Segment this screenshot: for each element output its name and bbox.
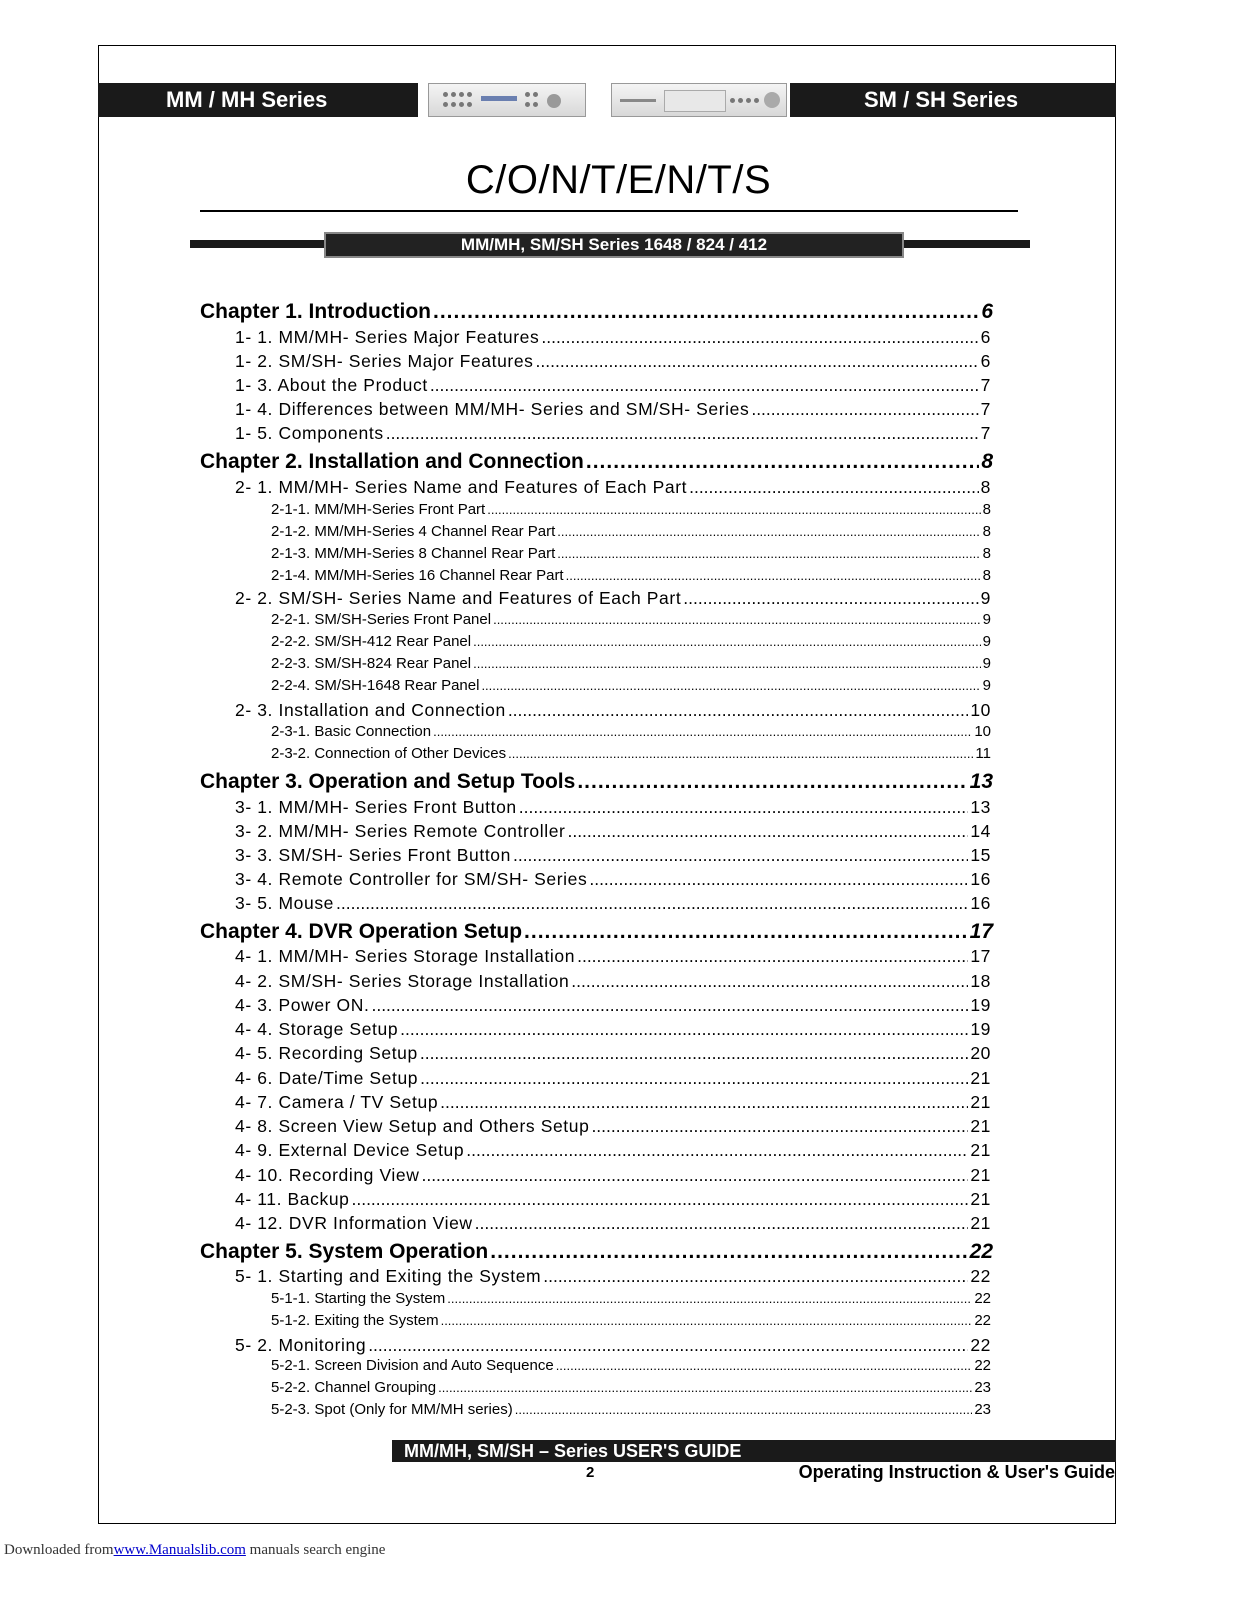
toc-section-entry[interactable] xyxy=(235,1335,991,1357)
toc-section-entry[interactable] xyxy=(235,845,991,867)
toc-dot-leader xyxy=(508,700,969,721)
toc-dot-leader xyxy=(487,501,980,518)
toc-entry-page: 22 xyxy=(969,1240,993,1263)
toc-entry-label: 3- 3. SM/SH- Series Front Button xyxy=(235,845,511,865)
toc-entry-page: 14 xyxy=(970,821,991,841)
toc-entry-page: 23 xyxy=(974,1379,991,1396)
toc-entry-label: 4- 3. Power ON. xyxy=(235,995,370,1015)
toc-section-entry[interactable] xyxy=(235,893,991,915)
toc-entry-label: 3- 1. MM/MH- Series Front Button xyxy=(235,797,517,817)
header-band xyxy=(98,83,1116,117)
toc-sub-entry[interactable] xyxy=(271,1357,991,1377)
toc-dot-leader xyxy=(420,1043,968,1064)
toc-entry-page: 9 xyxy=(982,655,991,672)
toc-entry-page: 7 xyxy=(980,375,991,395)
toc-entry-label: 1- 5. Components xyxy=(235,423,384,443)
toc-entry-label: 4- 12. DVR Information View xyxy=(235,1213,473,1233)
toc-sub-entry[interactable] xyxy=(271,567,991,587)
toc-entry-label: 4- 8. Screen View Setup and Others Setup xyxy=(235,1116,590,1136)
toc-entry-label: 2-2-2. SM/SH-412 Rear Panel xyxy=(271,633,472,650)
toc-dot-leader xyxy=(441,1312,973,1329)
toc-sub-entry[interactable] xyxy=(271,1379,991,1399)
toc-dot-leader xyxy=(541,327,978,348)
toc-dot-leader xyxy=(475,1213,969,1234)
dvr-front-panel-image xyxy=(611,83,787,117)
toc-dot-leader xyxy=(473,655,981,672)
toc-entry-page: 21 xyxy=(970,1116,991,1136)
toc-sub-entry[interactable] xyxy=(271,745,991,765)
toc-section-entry[interactable] xyxy=(235,1189,991,1211)
toc-dot-leader xyxy=(689,477,979,498)
toc-entry-page: 7 xyxy=(980,423,991,443)
toc-entry-label: 4- 5. Recording Setup xyxy=(235,1043,418,1063)
toc-entry-label: 4- 1. MM/MH- Series Storage Installation xyxy=(235,946,576,966)
toc-entry-label: 2- 1. MM/MH- Series Name and Features of Each Part xyxy=(235,477,688,497)
toc-section-entry[interactable] xyxy=(235,797,991,819)
toc-dot-leader xyxy=(371,995,968,1016)
toc-dot-leader xyxy=(586,450,979,474)
manualslib-link[interactable]: www.Manualslib.com xyxy=(113,1542,246,1558)
toc-entry-page: 6 xyxy=(980,327,991,347)
toc-entry-label: 5- 2. Monitoring xyxy=(235,1335,367,1355)
toc-dot-leader xyxy=(519,797,969,818)
toc-entry-page: 21 xyxy=(970,1092,991,1112)
toc-entry-label: 4- 11. Backup xyxy=(235,1189,350,1209)
toc-entry-label: Chapter 1. Introduction xyxy=(200,300,431,323)
toc-entry-page: 9 xyxy=(982,633,991,650)
toc-section-entry[interactable] xyxy=(235,869,991,891)
toc-entry-page: 22 xyxy=(974,1290,991,1307)
toc-entry-page: 7 xyxy=(980,399,991,419)
download-note-suffix: manuals search engine xyxy=(245,1542,386,1558)
toc-entry-page: 10 xyxy=(970,700,991,720)
toc-entry-label: 2-3-1. Basic Connection xyxy=(271,723,432,740)
toc-dot-leader xyxy=(515,1401,973,1418)
toc-entry-page: 20 xyxy=(970,1043,991,1063)
toc-entry-page: 22 xyxy=(974,1357,991,1374)
toc-sub-entry[interactable] xyxy=(271,723,991,743)
toc-sub-entry[interactable] xyxy=(271,677,991,697)
toc-sub-entry[interactable] xyxy=(271,611,991,631)
toc-section-entry[interactable] xyxy=(235,1165,991,1187)
page-number: 2 xyxy=(586,1464,595,1481)
toc-sub-entry[interactable] xyxy=(271,523,991,543)
toc-dot-leader xyxy=(400,1019,968,1040)
toc-dot-leader xyxy=(420,1068,968,1089)
toc-entry-label: 5-2-2. Channel Grouping xyxy=(271,1379,437,1396)
toc-chapter-entry[interactable] xyxy=(200,770,993,796)
toc-entry-page: 15 xyxy=(970,845,991,865)
toc-entry-page: 10 xyxy=(974,723,991,740)
header-right-label: SM / SH Series xyxy=(790,83,1116,117)
dvr-front-panel-image xyxy=(428,83,586,117)
toc-entry-label: 2-3-2. Connection of Other Devices xyxy=(271,745,507,762)
toc-dot-leader xyxy=(751,399,978,420)
toc-chapter-entry[interactable] xyxy=(200,300,993,326)
toc-entry-page: 22 xyxy=(970,1335,991,1355)
toc-entry-page: 13 xyxy=(969,770,993,793)
toc-entry-label: 2-2-3. SM/SH-824 Rear Panel xyxy=(271,655,472,672)
toc-entry-page: 21 xyxy=(970,1189,991,1209)
download-note xyxy=(4,1542,385,1559)
toc-entry-label: 4- 9. External Device Setup xyxy=(235,1140,465,1160)
toc-entry-label: 4- 6. Date/Time Setup xyxy=(235,1068,419,1088)
toc-entry-page: 6 xyxy=(980,351,991,371)
toc-entry-page: 19 xyxy=(970,995,991,1015)
toc-sub-entry[interactable] xyxy=(271,545,991,565)
toc-section-entry[interactable] xyxy=(235,1068,991,1090)
toc-entry-label: 1- 4. Differences between MM/MH- Series and SM/SH- Series xyxy=(235,399,750,419)
toc-entry-label: 2-2-4. SM/SH-1648 Rear Panel xyxy=(271,677,480,694)
page-title: C/O/N/T/E/N/T/S xyxy=(465,158,772,202)
toc-entry-label: Chapter 2. Installation and Connection xyxy=(200,450,584,473)
toc-dot-leader xyxy=(481,677,980,694)
toc-entry-label: 2-1-1. MM/MH-Series Front Part xyxy=(271,501,486,518)
toc-dot-leader xyxy=(524,920,968,944)
toc-section-entry[interactable] xyxy=(235,700,991,722)
toc-dot-leader xyxy=(336,893,968,914)
toc-entry-page: 8 xyxy=(982,523,991,540)
toc-entry-label: 1- 3. About the Product xyxy=(235,375,428,395)
toc-entry-page: 21 xyxy=(970,1068,991,1088)
toc-sub-entry[interactable] xyxy=(271,1290,991,1310)
series-bar: MM/MH, SM/SH Series 1648 / 824 / 412 xyxy=(324,232,904,258)
toc-dot-leader xyxy=(466,1140,968,1161)
toc-dot-leader xyxy=(351,1189,968,1210)
toc-sub-entry[interactable] xyxy=(271,633,991,653)
toc-dot-leader xyxy=(440,1092,968,1113)
toc-entry-page: 13 xyxy=(970,797,991,817)
toc-dot-leader xyxy=(490,1240,967,1264)
toc-section-entry[interactable] xyxy=(235,351,991,373)
toc-entry-page: 16 xyxy=(970,893,991,913)
toc-entry-page: 6 xyxy=(981,300,993,323)
toc-entry-label: 3- 5. Mouse xyxy=(235,893,335,913)
toc-dot-leader xyxy=(556,1357,973,1374)
toc-chapter-entry[interactable] xyxy=(200,920,993,946)
toc-dot-leader xyxy=(433,300,979,324)
toc-entry-page: 8 xyxy=(982,501,991,518)
toc-dot-leader xyxy=(536,351,979,372)
toc-section-entry[interactable] xyxy=(235,327,991,349)
toc-dot-leader xyxy=(577,946,968,967)
toc-entry-page: 19 xyxy=(970,1019,991,1039)
toc-entry-label: 5- 1. Starting and Exiting the System xyxy=(235,1266,542,1286)
toc-entry-label: Chapter 5. System Operation xyxy=(200,1240,489,1263)
toc-entry-page: 8 xyxy=(981,450,993,473)
toc-entry-label: 5-1-1. Starting the System xyxy=(271,1290,446,1307)
toc-dot-leader xyxy=(571,971,968,992)
toc-section-entry[interactable] xyxy=(235,588,991,610)
toc-section-entry[interactable] xyxy=(235,375,991,397)
toc-entry-label: 5-2-3. Spot (Only for MM/MH series) xyxy=(271,1401,513,1418)
header-left-label: MM / MH Series xyxy=(98,83,418,117)
toc-entry-page: 21 xyxy=(970,1165,991,1185)
toc-section-entry[interactable] xyxy=(235,946,991,968)
toc-entry-label: 2-2-1. SM/SH-Series Front Panel xyxy=(271,611,492,628)
toc-sub-entry[interactable] xyxy=(271,655,991,675)
toc-entry-page: 18 xyxy=(970,971,991,991)
toc-entry-label: 4- 2. SM/SH- Series Storage Installation xyxy=(235,971,570,991)
toc-entry-label: 2- 3. Installation and Connection xyxy=(235,700,506,720)
toc-entry-page: 11 xyxy=(975,745,991,762)
toc-section-entry[interactable] xyxy=(235,399,991,421)
toc-section-entry[interactable] xyxy=(235,1043,991,1065)
toc-dot-leader xyxy=(430,375,979,396)
toc-entry-label: Chapter 4. DVR Operation Setup xyxy=(200,920,523,943)
title-divider xyxy=(200,210,1018,212)
toc-chapter-entry[interactable] xyxy=(200,1240,993,1266)
toc-entry-page: 9 xyxy=(982,611,991,628)
toc-dot-leader xyxy=(591,1116,968,1137)
toc-entry-page: 8 xyxy=(982,545,991,562)
toc-dot-leader xyxy=(508,745,973,762)
toc-entry-label: 4- 7. Camera / TV Setup xyxy=(235,1092,439,1112)
toc-entry-label: 1- 1. MM/MH- Series Major Features xyxy=(235,327,540,347)
toc-entry-page: 23 xyxy=(974,1401,991,1418)
toc-section-entry[interactable] xyxy=(235,971,991,993)
toc-dot-leader xyxy=(438,1379,972,1396)
toc-entry-page: 22 xyxy=(970,1266,991,1286)
toc-dot-leader xyxy=(557,545,980,562)
toc-dot-leader xyxy=(683,588,978,609)
toc-dot-leader xyxy=(421,1165,968,1186)
toc-entry-label: 4- 4. Storage Setup xyxy=(235,1019,399,1039)
toc-dot-leader xyxy=(447,1290,972,1307)
toc-section-entry[interactable] xyxy=(235,1092,991,1114)
toc-section-entry[interactable] xyxy=(235,1266,991,1288)
toc-entry-page: 21 xyxy=(970,1213,991,1233)
toc-dot-leader xyxy=(577,770,967,794)
toc-entry-label: Chapter 3. Operation and Setup Tools xyxy=(200,770,576,793)
toc-dot-leader xyxy=(513,845,968,866)
toc-entry-label: 1- 2. SM/SH- Series Major Features xyxy=(235,351,534,371)
toc-entry-label: 3- 4. Remote Controller for SM/SH- Series xyxy=(235,869,588,889)
download-note-prefix: Downloaded from xyxy=(4,1542,114,1558)
toc-dot-leader xyxy=(368,1335,968,1356)
toc-dot-leader xyxy=(493,611,981,628)
toc-dot-leader xyxy=(543,1266,968,1287)
toc-chapter-entry[interactable] xyxy=(200,450,993,476)
toc-entry-page: 8 xyxy=(982,567,991,584)
toc-entry-page: 16 xyxy=(970,869,991,889)
toc-entry-label: 2-1-2. MM/MH-Series 4 Channel Rear Part xyxy=(271,523,556,540)
toc-dot-leader xyxy=(557,523,980,540)
toc-entry-label: 2-1-3. MM/MH-Series 8 Channel Rear Part xyxy=(271,545,556,562)
toc-sub-entry[interactable] xyxy=(271,501,991,521)
footer-guide-bar: MM/MH, SM/SH – Series USER'S GUIDE xyxy=(392,1440,1116,1462)
toc-dot-leader xyxy=(589,869,968,890)
toc-section-entry[interactable] xyxy=(235,1140,991,1162)
toc-dot-leader xyxy=(567,821,968,842)
toc-entry-label: 5-2-1. Screen Division and Auto Sequence xyxy=(271,1357,554,1374)
toc-entry-page: 22 xyxy=(974,1312,991,1329)
toc-entry-label: 2-1-4. MM/MH-Series 16 Channel Rear Part xyxy=(271,567,564,584)
toc-entry-label: 4- 10. Recording View xyxy=(235,1165,420,1185)
toc-dot-leader xyxy=(473,633,981,650)
toc-entry-page: 8 xyxy=(980,477,991,497)
toc-section-entry[interactable] xyxy=(235,1213,991,1235)
toc-entry-page: 17 xyxy=(970,946,991,966)
toc-entry-label: 2- 2. SM/SH- Series Name and Features of Each Part xyxy=(235,588,682,608)
toc-section-entry[interactable] xyxy=(235,1116,991,1138)
toc-section-entry[interactable] xyxy=(235,423,991,445)
toc-section-entry[interactable] xyxy=(235,995,991,1017)
toc-entry-page: 17 xyxy=(969,920,993,943)
toc-entry-label: 3- 2. MM/MH- Series Remote Controller xyxy=(235,821,566,841)
toc-section-entry[interactable] xyxy=(235,477,991,499)
toc-entry-page: 9 xyxy=(980,588,991,608)
toc-sub-entry[interactable] xyxy=(271,1401,991,1421)
toc-dot-leader xyxy=(433,723,972,740)
toc-entry-label: 5-1-2. Exiting the System xyxy=(271,1312,439,1329)
toc-section-entry[interactable] xyxy=(235,1019,991,1041)
toc-entry-page: 9 xyxy=(982,677,991,694)
toc-sub-entry[interactable] xyxy=(271,1312,991,1332)
toc-dot-leader xyxy=(386,423,979,444)
footer-guide-title: Operating Instruction & User's Guide xyxy=(798,1462,1115,1482)
toc-section-entry[interactable] xyxy=(235,821,991,843)
toc-entry-page: 21 xyxy=(970,1140,991,1160)
toc-dot-leader xyxy=(566,567,981,584)
